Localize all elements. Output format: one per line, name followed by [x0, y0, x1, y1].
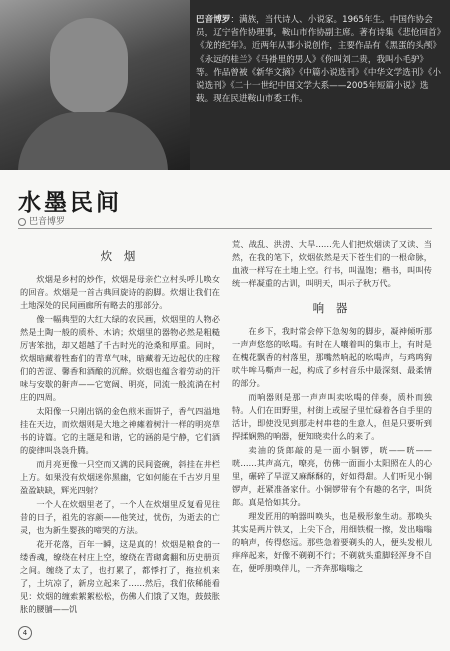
author-photo: [0, 0, 190, 170]
left-column: [20, 238, 220, 617]
author-photo-head: [50, 18, 128, 114]
paragraph: 而响器则是那一声声叫卖吆喝的伴奏，质朴而独特。人们在田野里，村街上或屋子里忙碌着各自手里的活计，即使没见到那走村串巷的生意人，但是只要听到捍揉娴熟的响器，便知晓卖什么的来了。: [232, 392, 432, 441]
paragraph: 一个人在炊烟里老了，一个人在炊烟里反复看见往昔的日子，祖先的容颜——他笑过，忧伤，为逝去的亡灵，也为新生婴孩的啼哭的方法。: [20, 499, 220, 535]
paragraph: 而月亮更像一只空而又满的民间瓷碗，斜挂在井栏上方。如果没有炊烟迷你黑幽，它如何能在千古岁月里盈盈缺缺，辉光四射？: [20, 459, 220, 495]
paragraph: 在乡下，我时常会停下急匆匆的脚步，凝神倾听那一声声悠悠的吆喝。有时在人嚷着叫的集市上，有时是在槐花飘香的村落里，那嘴然响起的吆喝声，与鸡鸣狗吠牛哞马嘶声一起，构成了乡村音乐中最深刻、最柔情的部分。: [232, 326, 432, 388]
paragraph-continuation: 荒、战乱、洪涝、大旱……先人们把炊烟读了又读、当然，在我的笔下，炊烟依然是天下苍生们的一根命脉，血液一样写在土地上空。行书，叫温饱；楷书，叫叫传统一样凝重的古训，叫明天，叫示子秋万代。: [232, 239, 432, 288]
paragraph: 卖油的货郎敲的是一面小铜锣，咣——咣——咣……其声高亢，嘹亮，仿佛一面面小太阳照在人的心里，碾碎了旱涩又麻酥酥的，好如得甜。人们听见小铜锣声，赶紧准备家什。小铜锣带有个有趣的名字，叫货郎。真是恰如其分。: [232, 445, 432, 507]
page-number: 4: [18, 626, 32, 640]
section-title-xiangqi: 响 器: [312, 301, 352, 315]
paragraph: 太阳像一只刚出锅的金色煎米面饼子，香气四溢地挂在天边，而炊烟则是大地之神瘫着树汁一样的明亮草书的诗篇。它的主题是和谐，它的涵韵是宁静，它们酒的旋律叫袅袅升腾。: [20, 406, 220, 455]
header-banner: [0, 0, 450, 170]
author-bio: [196, 14, 442, 106]
title-divider: [18, 228, 432, 229]
paragraph: 理发匠用的响器叫唤头，也是极形象生动。那唤头其实是两片铁叉，上尖下合，用细铁棍一擦，发出嗡嗡的响声，传得悠远。那些急着要剃头的人，便头发根儿痒痒起来，好像不剃剃不行；不剃就头重脚轻浑身不自在，便呼朋唤伴儿，一齐奔那嗡嗡之: [232, 511, 432, 573]
bullet-circle-icon: [18, 218, 26, 226]
author-bio-text: ：满族，当代诗人、小说家。1965年生。中国作协会员，辽宁省作协理事，鞍山市作协副主席。著有诗集《悲怆回首》《龙的纪年》。近两年从事小说创作，主要作品有《黑蛋的头颅》《永远的桂兰》《马褂里的男人》《你叫刘二贵，我叫小毛驴》等。作品曾被《新华文摘》《中篇小说选刊》《中华文学选刊》《小说选刊》《二十一世纪中国文学大系——2005年短篇小说》选载。现在民进鞍山市委工作。: [196, 15, 441, 105]
author-photo-body: [18, 112, 168, 170]
paragraph: 炊烟是乡村的炒作，炊烟是母亲伫立村头呼儿唤女的回音。炊烟是一首古典回旋诗的韵脚。炊烟让我们在土地深处的民间画廊所有略去的那部分。: [20, 274, 220, 310]
paragraph: 像一幅典型的大红大绿的农民画，炊烟里的人物必然是土陶一般的质朴、木讷；炊烟里的器物必然是粗糙厉害笨拙，却又超越了千古时光的沧桑和厚重。同时，炊烟暗藏着牲畜们的青草气味，暗藏着无边起伏的庄稼们的苦涩、馨香和酒酿的沉醉。炊烟也蕴含着劳动的汗味与安歇的鼾声——它宽阔、明亮，同流一般流淌在村庄的四周。: [20, 314, 220, 402]
right-column: [232, 238, 432, 576]
article-title: 水墨民间: [18, 190, 122, 216]
section-title-chuiyan: 炊 烟: [100, 249, 140, 263]
author-bio-name: 巴音博罗: [196, 15, 231, 25]
article-author: [18, 214, 65, 227]
paragraph: 花开花落，百年一瞬，这是真的！炊烟是粮食的一缕香魂，缭绕在村庄上空，缭绕在青砌禽翻和历史册页之间。缠绕了太了，也打累了，都悸打了，拖拉机来了，土坑凉了，新房立起来了……然后，我们依稀能看见：炊烟的缠索絮絮松松，伤佛人们饿了又饱，鼓鼓胀胀的腰脯——饥: [20, 539, 220, 614]
article-author-name: 巴音博罗: [29, 217, 66, 227]
